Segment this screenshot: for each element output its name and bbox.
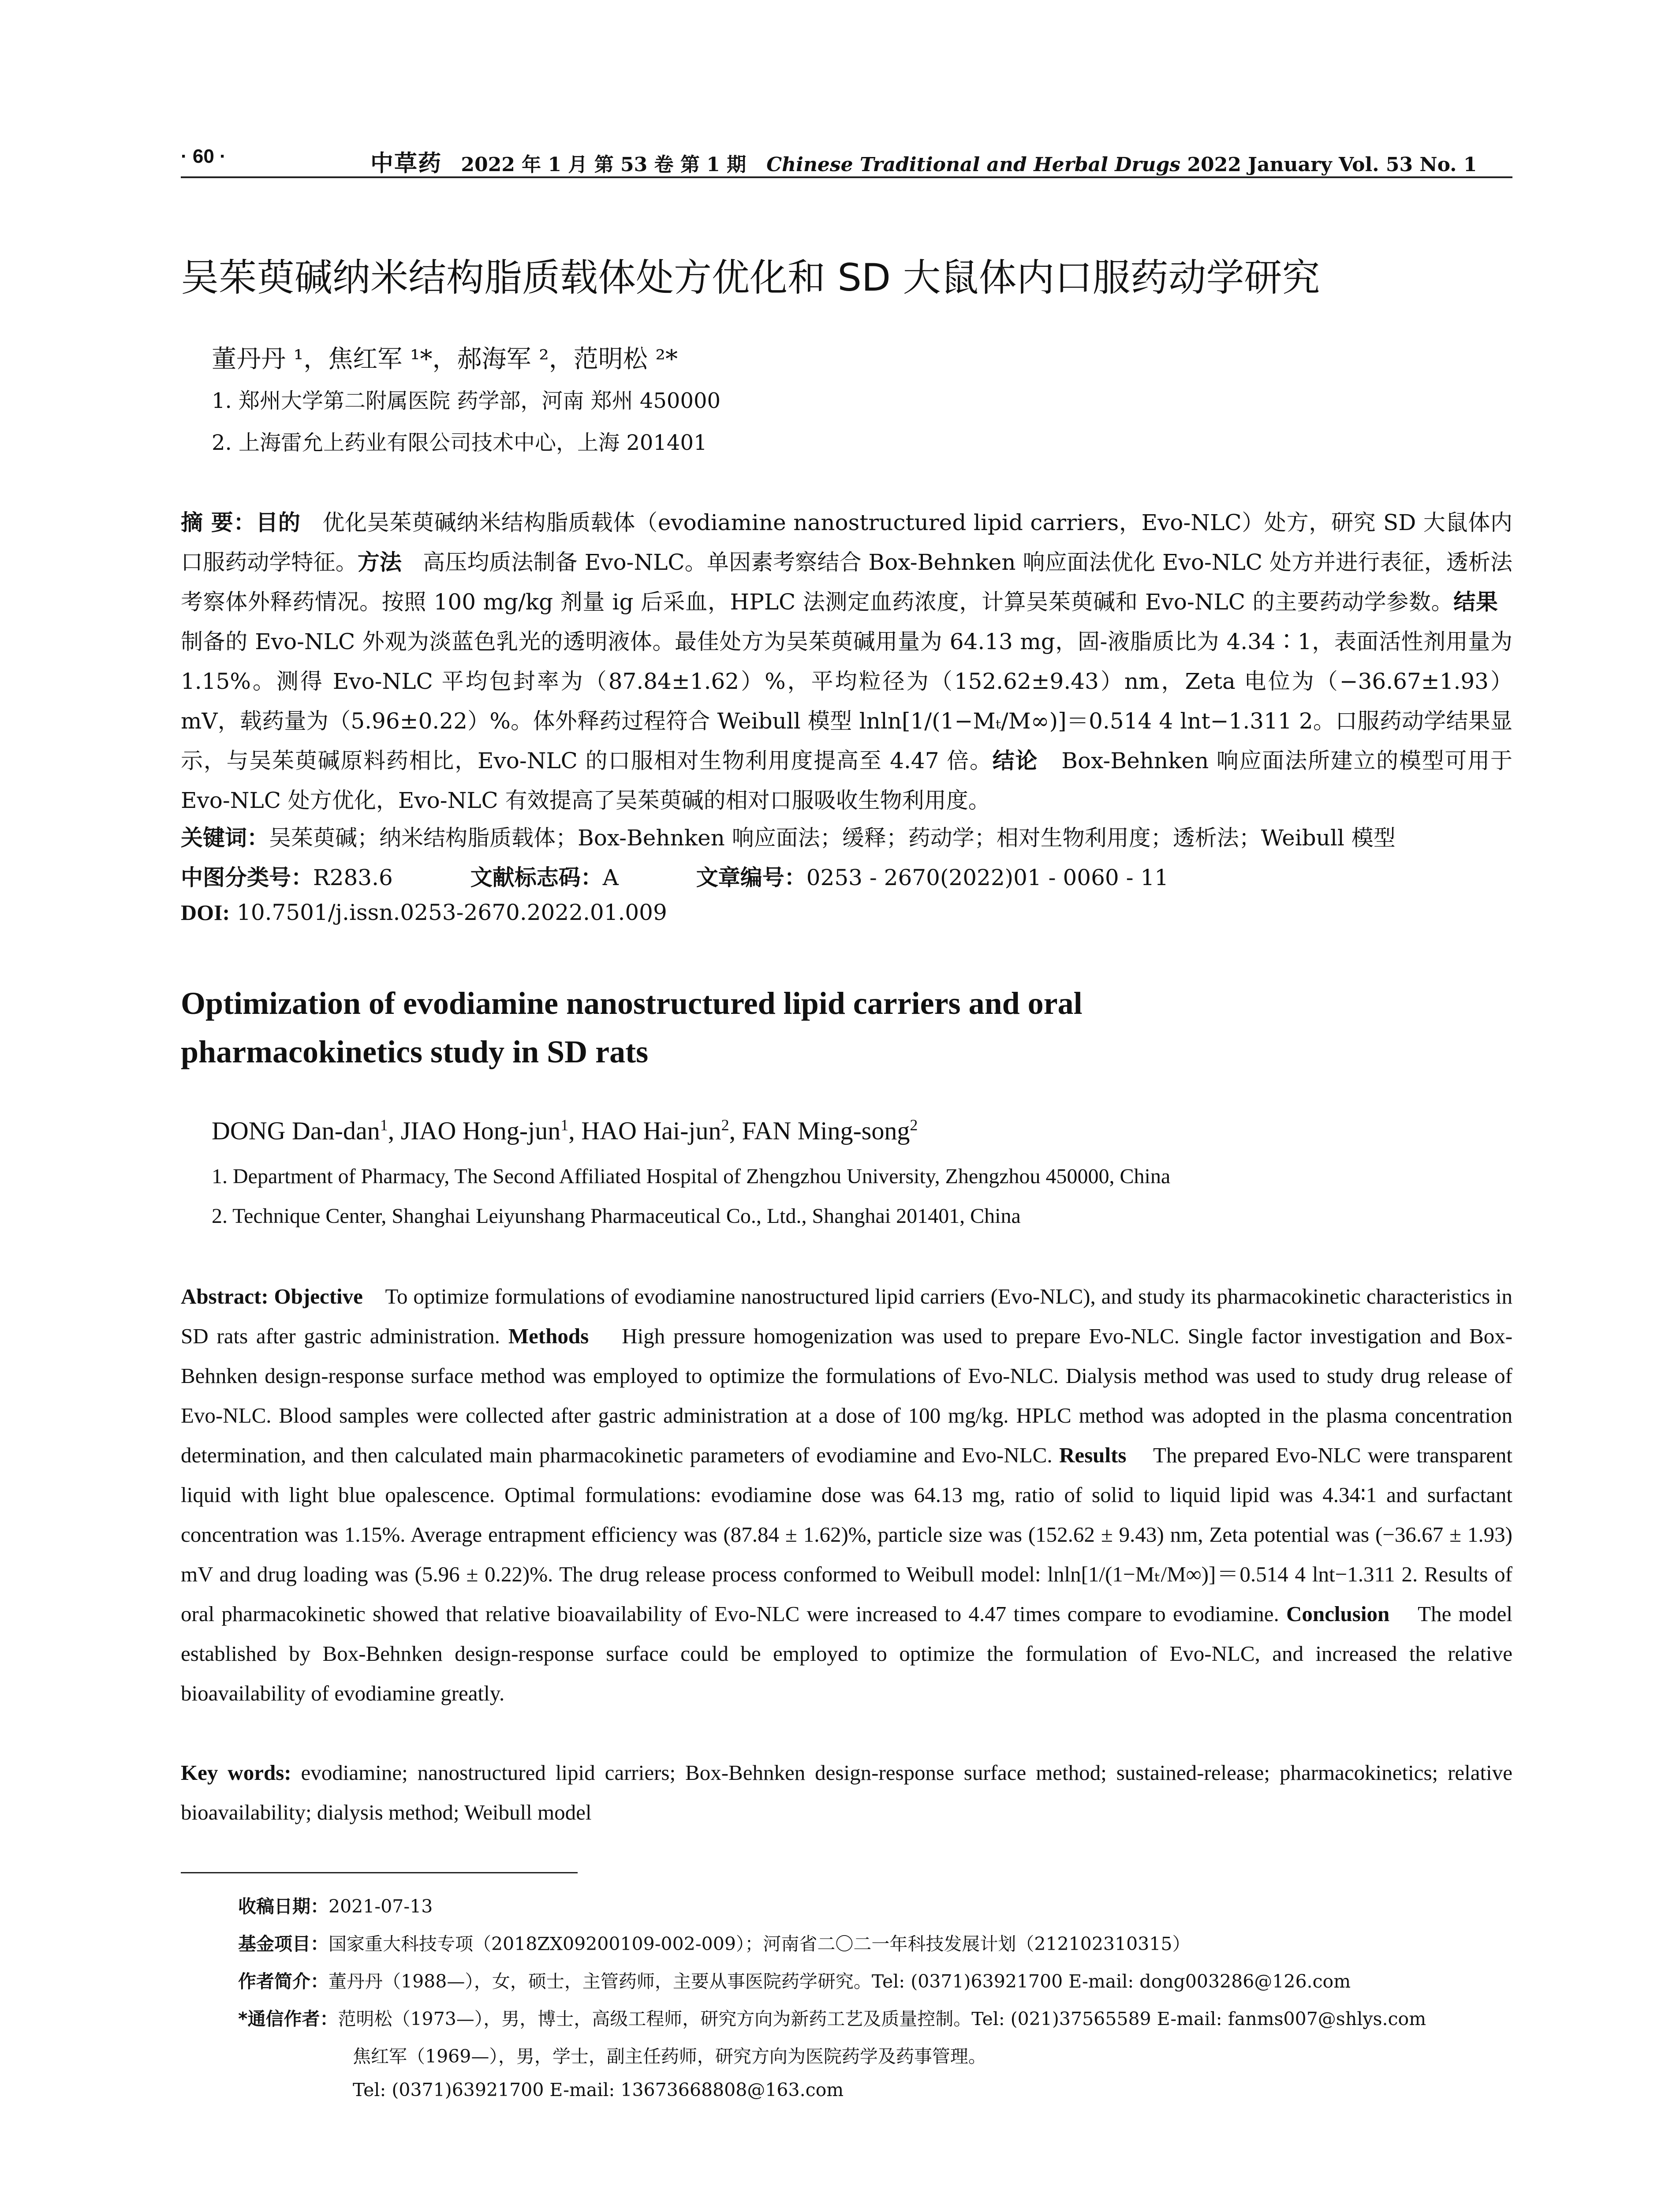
doc-code-value: A (602, 865, 619, 890)
author-en: HAO Hai-jun (581, 1116, 721, 1145)
footnote-received (238, 1892, 433, 1918)
affiliation-cn-2: 2. 上海雷允上药业有限公司技术中心，上海 201401 (212, 430, 707, 455)
doi-label: DOI: (181, 900, 230, 925)
methods-en: High pressure homogenization was used to prepare Evo-NLC. Single factor investigation and Box-Behnken design-response surface method was employed to optimize the formulations of Evo-NLC. Dialysis method was used to study drug release of Evo-NLC. Blood samples were collected after gastric administration at a dose of 100 mg/kg. HPLC method was adopted in the plasma concentration determination, and then calculated main pharmacokinetic parameters of evodiamine and Evo-NLC. (181, 1324, 1513, 1467)
doi-line (181, 900, 667, 925)
doc-code-label: 文献标志码： (470, 865, 603, 890)
authors-en: DONG Dan-dan$^1$, JIAO Hong-jun$^1$, HAO Hai-jun$^2$, FAN Ming-song$^2$ (212, 1116, 918, 1145)
clc-group (181, 865, 393, 890)
corr-label: *通信作者： (238, 2008, 338, 2029)
affiliation-en-1: 1. Department of Pharmacy, The Second Affiliated Hospital of Zhengzhou University, Zhengzhou 450000, China (212, 1165, 1171, 1188)
keywords-value-cn: 吴茱萸碱；纳米结构脂质载体；Box-Behnken 响应面法；缓释；药动学；相对生物利用度；透析法；Weibull 模型 (269, 825, 1396, 851)
page-number: · 60 · (181, 146, 226, 167)
author-en: DONG Dan-dan (212, 1116, 380, 1145)
clc-value: R283.6 (313, 865, 393, 890)
methods-label-cn: 方法 (357, 549, 402, 575)
header-rule (181, 176, 1512, 178)
corr-value-2: 焦红军（1969—），男，学士，副主任药师，研究方向为医院药学及药事管理。 (353, 2046, 986, 2067)
journal-name-cn: 中草药 (370, 150, 442, 177)
footnote-bio (238, 1967, 1351, 1993)
keywords-en (181, 1753, 1512, 1832)
results-cn: 制备的 Evo-NLC 外观为淡蓝色乳光的透明液体。最佳处方为吴茱萸碱用量为 64.13 mg，固-液脂质比为 4.34∶1，表面活性剂用量为 1.15%。测得 Evo-NLC 平均包封率为（87.84±1.62）%，平均粒径为（152.62±9.43）nm，Zeta 电位为（−36.67±1.93）mV，载药量为（5.96±0.22）%。体外释药过程符合 Weibull 模型 lnln[1/(1−Mₜ/M∞)]＝0.514 4 lnt−1.311 2。口服药动学结果显示，与吴茱萸碱原料药相比，Evo-NLC 的口服相对生物利用度提高至 4.47 倍。 (181, 629, 1512, 774)
footnote-fund (238, 1929, 1190, 1955)
abstract-cn (181, 503, 1512, 820)
journal-name-en: Chinese Traditional and Herbal Drugs (766, 153, 1181, 176)
results-label-en: Results (1059, 1443, 1127, 1467)
classification-line (181, 860, 1239, 892)
author-sup: 2 (910, 1116, 918, 1134)
keywords-label-cn: 关键词： (181, 825, 269, 851)
author-en: JIAO Hong-jun (400, 1116, 561, 1145)
issue-cn: 2022 年 1 月 第 53 卷 第 1 期 (461, 153, 747, 176)
conclusion-label-en: Conclusion (1286, 1602, 1390, 1626)
title-cn: 吴茱萸碱纳米结构脂质载体处方优化和 SD 大鼠体内口服药动学研究 (181, 256, 1320, 300)
corr-value-3: Tel: (0371)63921700 E-mail: 13673668808@163.com (353, 2079, 844, 2100)
abstract-label-cn: 摘 要： (181, 510, 256, 535)
keywords-value-en: evodiamine; nanostructured lipid carriers; Box-Behnken design-response surface method; sustained-release; pharmacokinetics; relative bioavailability; dialysis method; Weibull model (181, 1760, 1513, 1824)
conclusion-cn: Box-Behnken 响应面法所建立的模型可用于 Evo-NLC 处方优化，Evo-NLC 有效提高了吴茱萸碱的相对口服吸收生物利用度。 (181, 748, 1513, 813)
affiliation-en-2: 2. Technique Center, Shanghai Leiyunshang Pharmaceutical Co., Ltd., Shanghai 201401, China (212, 1204, 1021, 1228)
doi-value[interactable]: 10.7501/j.issn.0253-2670.2022.01.009 (237, 900, 667, 925)
conclusion-en: The model established by Box-Behnken design-response surface could be employed to optimize the formulation of Evo-NLC, and increased the relative bioavailability of evodiamine greatly. (181, 1602, 1513, 1705)
received-value: 2021-07-13 (329, 1896, 433, 1917)
bio-value: 董丹丹（1988—），女，硕士，主管药师，主要从事医院药学研究。Tel: (0371)63921700 E-mail: dong003286@126.com (329, 1971, 1351, 1992)
author-sup: 1 (380, 1116, 388, 1134)
article-no-label: 文章编号： (696, 865, 806, 890)
keywords-label-en: Key words: (181, 1760, 291, 1785)
objective-en: To optimize formulations of evodiamine nanostructured lipid carriers (Evo-NLC), and study its pharmacokinetic characteristics in SD rats after gastric administration. (181, 1284, 1512, 1348)
fund-label: 基金项目： (238, 1933, 329, 1955)
objective-label-cn: 目的 (256, 510, 301, 535)
fund-value: 国家重大科技专项（2018ZX09200109-002-009）；河南省二〇二一年科技发展计划（212102310315） (329, 1933, 1191, 1955)
title-en-line-2: pharmacokinetics study in SD rats (181, 1034, 649, 1069)
results-label-cn: 结果 (1453, 589, 1498, 615)
authors-cn: 董丹丹 ¹，焦红军 ¹*，郝海军 ²，范明松 ²* (212, 345, 678, 374)
journal-line (370, 145, 1477, 178)
doc-code-group (470, 865, 619, 890)
objective-cn: 优化吴茱萸碱纳米结构脂质载体（evodiamine nanostructured lipid carriers，Evo-NLC）处方，研究 SD 大鼠体内口服药动学特征。 (181, 510, 1512, 575)
methods-cn: 高压均质法制备 Evo-NLC。单因素考察结合 Box-Behnken 响应面法优化 Evo-NLC 处方并进行表征，透析法考察体外释药情况。按照 100 mg/kg 剂量 ig 后采血，HPLC 法测定血药浓度，计算吴茱萸碱和 Evo-NLC 的主要药动学参数。 (181, 549, 1512, 615)
conclusion-label-cn: 结论 (992, 748, 1038, 774)
methods-label-en: Methods (508, 1324, 589, 1348)
abstract-label-en: Abstract: Objective (181, 1284, 363, 1308)
author-sup: 2 (721, 1116, 729, 1134)
issue-en: 2022 January Vol. 53 No. 1 (1187, 153, 1477, 176)
title-en-line-1: Optimization of evodiamine nanostructured lipid carriers and oral (181, 986, 1083, 1021)
author-en: FAN Ming-song (742, 1116, 910, 1145)
keywords-cn (181, 820, 1396, 852)
abstract-en (181, 1277, 1512, 1713)
article-no-value: 0253 - 2670(2022)01 - 0060 - 11 (806, 865, 1169, 890)
footnote-corresponding (238, 2004, 1426, 2030)
affiliation-cn-1: 1. 郑州大学第二附属医院 药学部，河南 郑州 450000 (212, 389, 721, 413)
received-label: 收稿日期： (238, 1896, 329, 1917)
article-no-group (696, 865, 1169, 890)
bio-label: 作者简介： (238, 1971, 329, 1992)
results-en: The prepared Evo-NLC were transparent liquid with light blue opalescence. Optimal formulations: evodiamine dose was 64.13 mg, ratio of solid to liquid lipid was 4.34∶1 and surfactant concentration was 1.15%. Average entrapment efficiency was (87.84 ± 1.62)%, particle size was (152.62 ± 9.43) nm, Zeta potential was (−36.67 ± 1.93) mV and drug loading was (5.96 ± 0.22)%. The drug release process conformed to Weibull model: lnln[1/(1−Mₜ/M∞)]＝0.514 4 lnt−1.311 2. Results of oral pharmacokinetic showed that relative bioavailability of Evo-NLC were increased to 4.47 times compare to evodiamine. (181, 1443, 1513, 1626)
clc-label: 中图分类号： (181, 865, 313, 890)
title-en (181, 979, 1083, 1076)
author-sup: 1 (560, 1116, 569, 1134)
footnote-rule (181, 1872, 578, 1873)
corr-value-1: 范明松（1973—），男，博士，高级工程师，研究方向为新药工艺及质量控制。Tel: (021)37565589 E-mail: fanms007@shlys.com (338, 2008, 1426, 2029)
running-header (181, 140, 1512, 176)
